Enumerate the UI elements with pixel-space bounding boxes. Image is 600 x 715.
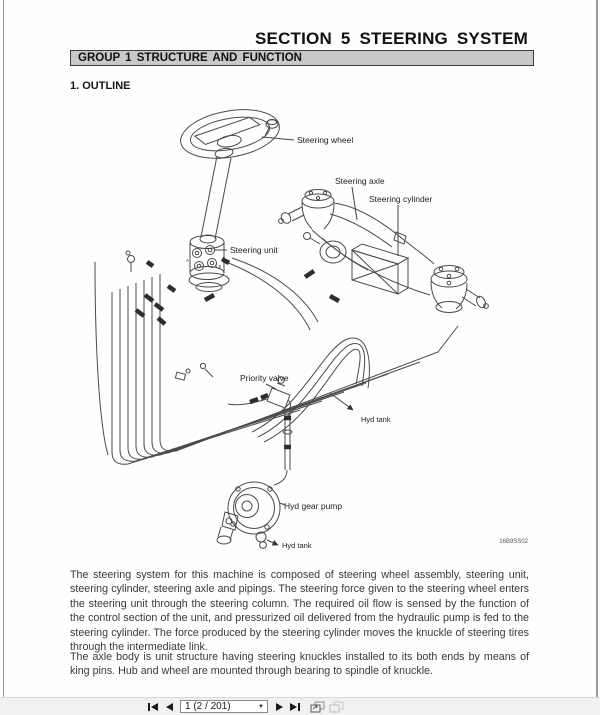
group-header-bar: GROUP 1 STRUCTURE AND FUNCTION: [70, 50, 534, 66]
last-page-button[interactable]: [289, 702, 301, 712]
label-steering-unit: Steering unit: [230, 245, 278, 255]
label-port-a: A: [186, 258, 189, 263]
page-number-combobox[interactable]: [180, 700, 268, 713]
page-left-border: [3, 0, 4, 697]
next-page-icon: [275, 702, 284, 712]
previous-view-icon: [310, 701, 325, 713]
clamp-parts: [175, 363, 213, 380]
hyd-gear-pump-drawing: [217, 482, 280, 548]
label-steering-axle: Steering axle: [335, 176, 385, 186]
next-page-button[interactable]: [275, 702, 284, 712]
page-right-border: [596, 0, 598, 697]
first-page-icon: [147, 702, 159, 712]
next-view-icon: [329, 701, 344, 713]
last-page-icon: [289, 702, 301, 712]
first-page-button[interactable]: [147, 702, 159, 712]
combo-dropdown-icon: ▼: [258, 703, 264, 710]
previous-view-button[interactable]: [310, 701, 325, 713]
figure-code: 16B9SS02: [499, 539, 528, 545]
label-hyd-tank-right: Hyd tank: [361, 415, 391, 424]
steering-column-drawing: [200, 147, 234, 243]
outline-heading: 1. OUTLINE: [70, 80, 131, 92]
previous-page-button[interactable]: [165, 702, 174, 712]
page-number-value: 1 (2 / 201): [185, 701, 231, 712]
label-hyd-gear-pump: Hyd gear pump: [284, 501, 343, 511]
label-steering-cylinder: Steering cylinder: [369, 194, 433, 204]
steering-unit-drawing: [189, 236, 229, 292]
label-steering-wheel: Steering wheel: [297, 135, 354, 145]
label-port-ls: LS: [216, 264, 222, 269]
next-view-button[interactable]: [329, 701, 344, 713]
label-hyd-tank-bottom: Hyd tank: [282, 541, 312, 550]
pdf-toolbar: [0, 697, 600, 715]
paragraph-outline-1: The steering system for this machine is composed of steering wheel assembly, steering unit, steering cylinder, steering axle and pipings. The steering force given to the steering wheel enters the steering unit through the steering column. The required oil flow is sensed by the function of the control section of the unit, and pressurized oil delivered from the hydraulic pump is fed to the steering cylinder. The force produced by the steering cylinder moves the knuckle of steering tires through the intermediate link.: [70, 569, 529, 654]
label-priority-valve: Priority valve: [240, 373, 289, 383]
diagram-line-art: [95, 103, 488, 549]
steering-axle-drawing: [279, 190, 489, 313]
hose-fittings: [136, 259, 339, 447]
section-title: SECTION 5 STEERING SYSTEM: [255, 29, 528, 48]
paragraph-outline-2: The axle body is unit structure having steering knuckles installed to its both ends by means of king pins. Hub and wheel are mounted through bearing to spindle of knuckle.: [70, 651, 529, 678]
previous-page-icon: [165, 702, 174, 712]
steering-system-diagram: [60, 95, 540, 565]
